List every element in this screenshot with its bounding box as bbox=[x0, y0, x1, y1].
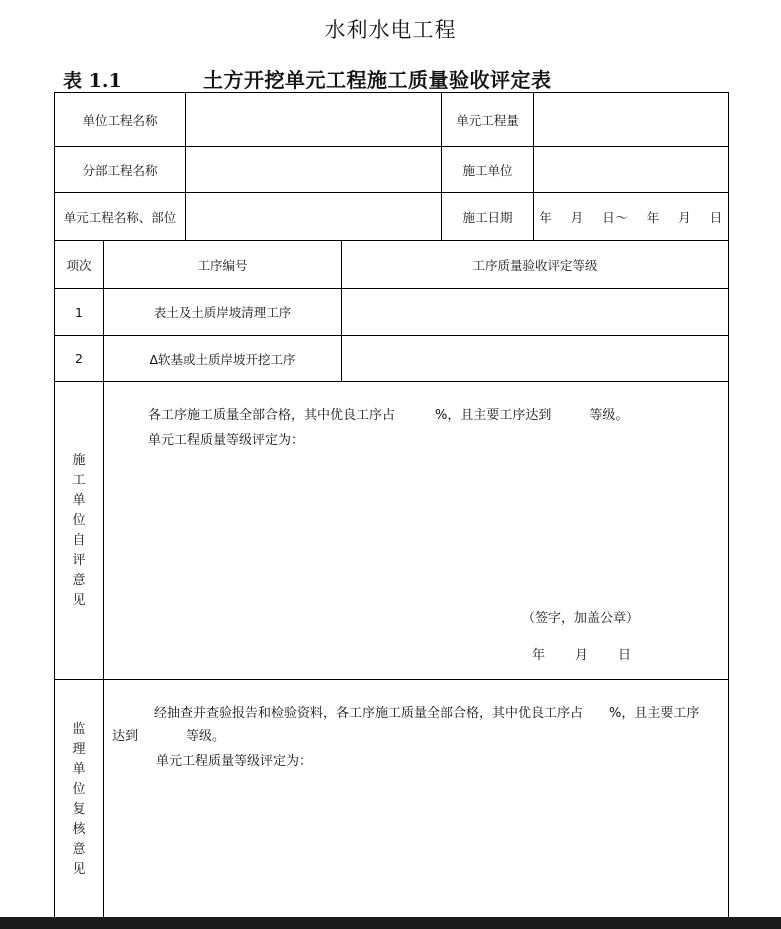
construction-unit-field[interactable] bbox=[534, 147, 729, 193]
contractor-opinion-label-cell bbox=[55, 382, 104, 680]
sign-date-month: 月 bbox=[575, 648, 589, 663]
process-header-row bbox=[55, 241, 729, 289]
date-day-end: 日 bbox=[709, 209, 723, 225]
supervisor-line1-text: 经抽查并查验报告和检验资料，各工序施工质量全部合格，其中优良工序占 bbox=[154, 706, 584, 721]
process-index: 1 bbox=[55, 289, 104, 336]
contractor-line1-text: 各工序施工质量全部合格，其中优良工序占 bbox=[148, 408, 396, 423]
unit-name-location-label: 单元工程名称、部位 bbox=[55, 193, 186, 241]
supervisor-opinion-label: 监理单位复核意见 bbox=[72, 721, 86, 877]
sub-project-name-label: 分部工程名称 bbox=[55, 147, 186, 193]
sub-project-name-field[interactable] bbox=[186, 147, 442, 193]
unit-quantity-field[interactable] bbox=[534, 93, 729, 147]
sign-date-day: 日 bbox=[618, 648, 632, 663]
unit-project-name-label: 单位工程名称 bbox=[55, 93, 186, 147]
document-header: 水利水电工程 bbox=[324, 18, 457, 42]
process-no-header: 工序编号 bbox=[104, 241, 342, 289]
row-sub-project bbox=[55, 147, 729, 193]
construction-date-label: 施工日期 bbox=[442, 193, 534, 241]
table-number: 表 1.1 bbox=[63, 70, 122, 92]
row-unit-location bbox=[55, 193, 729, 241]
process-row bbox=[55, 289, 729, 336]
row-unit-project bbox=[55, 93, 729, 147]
item-no-header: 项次 bbox=[55, 241, 104, 289]
process-name: Δ软基或土质岸坡开挖工序 bbox=[104, 336, 342, 382]
contractor-opinion-field[interactable] bbox=[104, 382, 729, 680]
evaluation-form-table bbox=[54, 92, 729, 920]
supervisor-opinion-line2 bbox=[112, 725, 225, 744]
process-row bbox=[55, 336, 729, 382]
contractor-opinion-line2: 单元工程质量等级评定为： bbox=[148, 433, 305, 448]
construction-unit-label: 施工单位 bbox=[442, 147, 534, 193]
contractor-line1-percent: %，且主要工序达到 bbox=[435, 408, 552, 423]
supervisor-line1-percent: %，且主要工序 bbox=[609, 706, 700, 721]
date-month-end: 月 bbox=[678, 209, 692, 225]
process-index: 2 bbox=[55, 336, 104, 382]
supervisor-opinion-line3: 单元工程质量等级评定为： bbox=[156, 754, 313, 769]
date-year: 年 bbox=[539, 209, 553, 225]
table-title: 土方开挖单元工程施工质量验收评定表 bbox=[203, 68, 552, 92]
supervisor-opinion-row bbox=[55, 680, 729, 920]
supervisor-opinion-line1 bbox=[154, 702, 699, 721]
supervisor-line2-grade: 等级。 bbox=[186, 729, 226, 744]
grade-header: 工序质量验收评定等级 bbox=[342, 241, 729, 289]
sign-date-year: 年 bbox=[532, 648, 546, 663]
contractor-signature-note: （签字，加盖公章） bbox=[522, 611, 640, 626]
date-day-to: 日～ bbox=[602, 209, 629, 225]
contractor-opinion-label: 施工单位自评意见 bbox=[72, 452, 86, 608]
process-grade-field[interactable] bbox=[342, 289, 729, 336]
unit-name-location-field[interactable] bbox=[186, 193, 442, 241]
construction-date-field[interactable] bbox=[534, 193, 729, 241]
supervisor-line2-text: 达到 bbox=[112, 729, 139, 744]
contractor-sign-date bbox=[532, 644, 631, 663]
contractor-line1-grade: 等级。 bbox=[589, 408, 629, 423]
supervisor-opinion-field[interactable] bbox=[104, 680, 729, 920]
contractor-opinion-row bbox=[55, 382, 729, 680]
process-name: 表土及土质岸坡清理工序 bbox=[104, 289, 342, 336]
unit-quantity-label: 单元工程量 bbox=[442, 93, 534, 147]
date-year-end: 年 bbox=[646, 209, 660, 225]
date-month: 月 bbox=[570, 209, 584, 225]
contractor-opinion-line1 bbox=[148, 404, 628, 423]
process-grade-field[interactable] bbox=[342, 336, 729, 382]
bottom-edge-bar bbox=[0, 917, 781, 929]
unit-project-name-field[interactable] bbox=[186, 93, 442, 147]
supervisor-opinion-label-cell bbox=[55, 680, 104, 920]
